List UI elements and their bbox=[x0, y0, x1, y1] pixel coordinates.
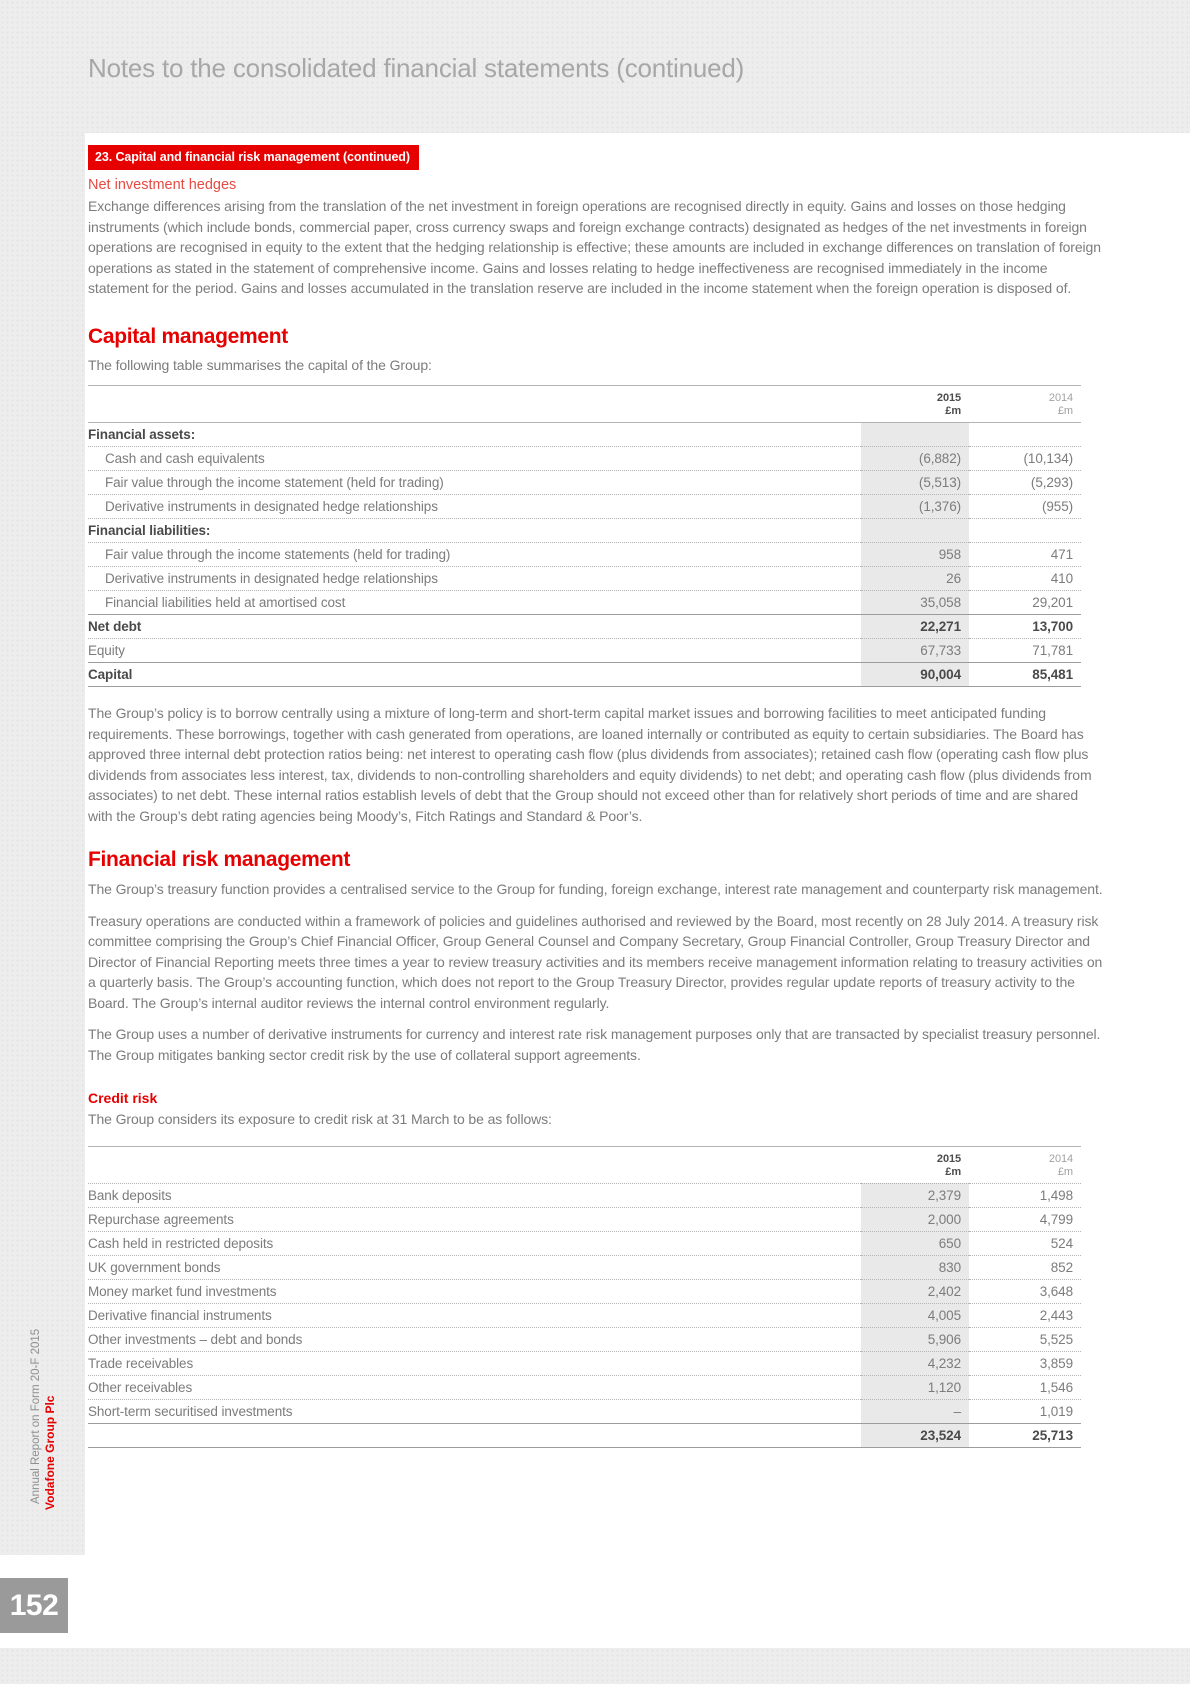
row-value-2015: 2,000 bbox=[861, 1207, 969, 1231]
table-row bbox=[88, 495, 1081, 519]
row-value-2015: (6,882) bbox=[861, 447, 969, 471]
row-label: Net debt bbox=[88, 619, 142, 634]
row-label: Money market fund investments bbox=[88, 1283, 277, 1299]
row-label: Fair value through the income statement (held for trading) bbox=[105, 475, 444, 490]
row-label: UK government bonds bbox=[88, 1259, 221, 1275]
row-value-2015: 67,733 bbox=[861, 639, 969, 663]
table-corner bbox=[88, 1146, 861, 1183]
row-value-2014: 471 bbox=[1050, 547, 1073, 562]
row-value-2014: 1,019 bbox=[1039, 1403, 1073, 1419]
row-value-2014 bbox=[969, 519, 1081, 543]
column-unit: £m bbox=[1057, 1165, 1073, 1178]
row-value-2015: 4,005 bbox=[861, 1303, 969, 1327]
row-value-2014: 85,481 bbox=[1032, 667, 1073, 682]
table-row bbox=[88, 1183, 1081, 1207]
row-value-2015: 830 bbox=[861, 1255, 969, 1279]
row-value-2015: – bbox=[861, 1399, 969, 1423]
row-value-2015: 958 bbox=[861, 543, 969, 567]
heading-financial-risk-management: Financial risk management bbox=[88, 848, 351, 871]
table-row bbox=[88, 663, 1081, 687]
row-value-2014: (955) bbox=[1041, 499, 1073, 514]
row-label: Financial liabilities held at amortised cost bbox=[105, 595, 346, 610]
table-row bbox=[88, 1303, 1081, 1327]
column-unit: £m bbox=[945, 405, 961, 417]
main-content bbox=[88, 133, 1118, 1448]
paragraph-frm-3: The Group uses a number of derivative instruments for currency and interest rate risk management purposes only that are transacted by specialist treasury personnel. The Group mitigates banking sector credit risk by the use of collateral support agreements. bbox=[88, 1026, 1101, 1063]
row-label: Trade receivables bbox=[88, 1355, 194, 1371]
row-value-2014: 2,443 bbox=[1039, 1307, 1073, 1323]
row-value-2015: 22,271 bbox=[861, 615, 969, 639]
table-row bbox=[88, 543, 1081, 567]
row-value-2014: 13,700 bbox=[1032, 619, 1073, 634]
row-label bbox=[88, 1423, 861, 1447]
page-bottom-margin bbox=[0, 1648, 1190, 1684]
table-corner bbox=[88, 386, 861, 423]
capital-table-header-row bbox=[88, 386, 1081, 423]
column-unit: £m bbox=[945, 1165, 961, 1178]
capital-table bbox=[88, 385, 1081, 687]
paragraph-frm-2: Treasury operations are conducted within a framework of policies and guidelines authorised and reviewed by the Board, most recently on 28 July 2014. A treasury risk committee comprising the Group’s Chief Financial Officer, Group General Counsel and Company Secretary, Group Financial Controller, Group Treasury Director and Director of Financial Reporting meets three times a year to review treasury activities and its members receive management information relating to treasury activities on a quarterly basis. The Group’s accounting function, which does not report to the Group Treasury Director, provides regular update reports of treasury activity to the Board. The Group’s internal auditor reviews the internal control environment regularly. bbox=[88, 912, 1103, 1011]
column-year: 2014 bbox=[1048, 392, 1073, 404]
row-value-2015: 26 bbox=[861, 567, 969, 591]
row-value-2015: 650 bbox=[861, 1231, 969, 1255]
column-header-2015 bbox=[861, 386, 969, 423]
row-value-2015: 1,120 bbox=[861, 1375, 969, 1399]
row-label: Derivative instruments in designated hedge relationships bbox=[105, 499, 438, 514]
row-label: Derivative instruments in designated hedge relationships bbox=[105, 571, 438, 586]
sidebar-report-name: Annual Report on Form 20-F 2015 bbox=[30, 1328, 42, 1504]
row-value-2014: 5,525 bbox=[1039, 1331, 1073, 1347]
row-label: Fair value through the income statements (held for trading) bbox=[105, 547, 451, 562]
table-row bbox=[88, 567, 1081, 591]
table-row bbox=[88, 1255, 1081, 1279]
row-label: Cash and cash equivalents bbox=[105, 451, 265, 466]
table-row bbox=[88, 1351, 1081, 1375]
heading-capital-management: Capital management bbox=[88, 324, 288, 348]
row-label: Equity bbox=[88, 643, 125, 658]
table-row bbox=[88, 1399, 1081, 1423]
row-value-2015: 2,379 bbox=[861, 1183, 969, 1207]
column-year: 2015 bbox=[936, 1152, 961, 1165]
row-value-2014: (10,134) bbox=[1023, 451, 1073, 466]
row-label: Financial liabilities: bbox=[88, 523, 211, 538]
table-row bbox=[88, 615, 1081, 639]
row-value-2015: 5,906 bbox=[861, 1327, 969, 1351]
column-unit: £m bbox=[1057, 405, 1073, 417]
row-label: Other receivables bbox=[88, 1379, 193, 1395]
table-row bbox=[88, 639, 1081, 663]
credit-risk-table-header-row bbox=[88, 1146, 1081, 1183]
row-value-2014: 410 bbox=[1050, 571, 1073, 586]
table-row bbox=[88, 519, 1081, 543]
heading-credit-risk: Credit risk bbox=[88, 1090, 158, 1106]
row-label: Bank deposits bbox=[88, 1187, 172, 1203]
row-value-2014: 1,546 bbox=[1039, 1379, 1073, 1395]
sidebar-brand: Vodafone Group Plc bbox=[43, 1395, 57, 1510]
row-value-2015: (5,513) bbox=[861, 471, 969, 495]
row-value-2014: 1,498 bbox=[1039, 1187, 1073, 1203]
table-row bbox=[88, 1375, 1081, 1399]
page-title: Notes to the consolidated financial statements (continued) bbox=[88, 53, 745, 83]
row-value-2014: 25,713 bbox=[1032, 1427, 1073, 1443]
row-value-2014: 852 bbox=[1050, 1259, 1073, 1275]
paragraph-credit-risk-intro: The Group considers its exposure to credit risk at 31 March to be as follows: bbox=[88, 1111, 552, 1127]
table-row bbox=[88, 447, 1081, 471]
paragraph-capital-intro: The following table summarises the capital of the Group: bbox=[88, 356, 432, 373]
row-value-2015: 35,058 bbox=[861, 591, 969, 615]
row-label: Capital bbox=[88, 667, 133, 682]
row-value-2014 bbox=[969, 423, 1081, 447]
page-left-margin bbox=[0, 133, 85, 1555]
heading-net-investment-hedges: Net investment hedges bbox=[88, 177, 237, 193]
table-row bbox=[88, 471, 1081, 495]
page-number bbox=[0, 1578, 68, 1633]
column-year: 2014 bbox=[1048, 1152, 1073, 1165]
paragraph-frm-1: The Group’s treasury function provides a centralised service to the Group for funding, foreign exchange, interest rate management and counterparty risk management. bbox=[88, 881, 1103, 897]
table-row bbox=[88, 1207, 1081, 1231]
row-value-2014: 29,201 bbox=[1032, 595, 1073, 610]
note-banner: 23. Capital and financial risk management (continued) bbox=[88, 145, 419, 170]
paragraph-net-investment-hedges: Exchange differences arising from the translation of the net investment in foreign operations are recognised directly in equity. Gains and losses on those hedging instruments (which include bonds, commercial paper, cross currency swaps and foreign exchange contracts) designated as hedges of the net investments in foreign operations are recognised in equity to the extent that the hedging relationship is effective; these amounts are included in exchange differences on translation of foreign operations as stated in the statement of comprehensive income. Gains and losses relating to hedge ineffectiveness are recognised immediately in the income statement for the period. Gains and losses accumulated in the translation reserve are included in the income statement when the foreign operation is disposed of. bbox=[88, 198, 1101, 296]
table-row bbox=[88, 423, 1081, 447]
table-row bbox=[88, 1279, 1081, 1303]
row-value-2015: 4,232 bbox=[861, 1351, 969, 1375]
page-number-value: 152 bbox=[9, 1588, 59, 1622]
row-value-2014: 4,799 bbox=[1039, 1211, 1073, 1227]
row-value-2015: 2,402 bbox=[861, 1279, 969, 1303]
row-value-2015: 23,524 bbox=[861, 1423, 969, 1447]
row-label: Repurchase agreements bbox=[88, 1211, 234, 1227]
table-row bbox=[88, 1423, 1081, 1447]
paragraph-capital-policy: The Group’s policy is to borrow centrally using a mixture of long-term and short-term capital market issues and borrowing facilities to meet anticipated funding requirements. These borrowings, together with cash generated from operations, are loaned internally or contributed as equity to certain subsidiaries. The Board has approved three internal debt protection ratios being: net interest to operating cash flow (plus dividends from associates); retained cash flow (operating cash flow plus dividends from associates less interest, tax, dividends to non-controlling shareholders and equity dividends) to net debt; and operating cash flow (plus dividends from associates) to net debt. These internal ratios establish levels of debt that the Group should not exceed other than for relatively short periods of time and are shared with the Group’s debt rating agencies being Moody’s, Fitch Ratings and Standard & Poor’s. bbox=[88, 705, 1092, 824]
row-label: Other investments – debt and bonds bbox=[88, 1331, 303, 1347]
table-row bbox=[88, 1231, 1081, 1255]
row-label: Short-term securitised investments bbox=[88, 1403, 293, 1419]
row-value-2015: 90,004 bbox=[861, 663, 969, 687]
row-value-2014: 3,648 bbox=[1039, 1283, 1073, 1299]
column-header-2015 bbox=[861, 1146, 969, 1183]
row-label: Financial assets: bbox=[88, 427, 196, 442]
table-row bbox=[88, 591, 1081, 615]
row-value-2014: (5,293) bbox=[1030, 475, 1073, 490]
row-value-2014: 524 bbox=[1050, 1235, 1073, 1251]
column-header-2014 bbox=[969, 386, 1081, 423]
row-value-2015 bbox=[861, 423, 969, 447]
row-value-2014: 3,859 bbox=[1039, 1355, 1073, 1371]
column-year: 2015 bbox=[936, 392, 961, 404]
table-row bbox=[88, 1327, 1081, 1351]
row-label: Derivative financial instruments bbox=[88, 1307, 272, 1323]
row-value-2015 bbox=[861, 519, 969, 543]
row-label: Cash held in restricted deposits bbox=[88, 1235, 274, 1251]
row-value-2014: 71,781 bbox=[1032, 643, 1073, 658]
column-header-2014 bbox=[969, 1146, 1081, 1183]
credit-risk-table bbox=[88, 1146, 1081, 1448]
row-value-2015: (1,376) bbox=[861, 495, 969, 519]
